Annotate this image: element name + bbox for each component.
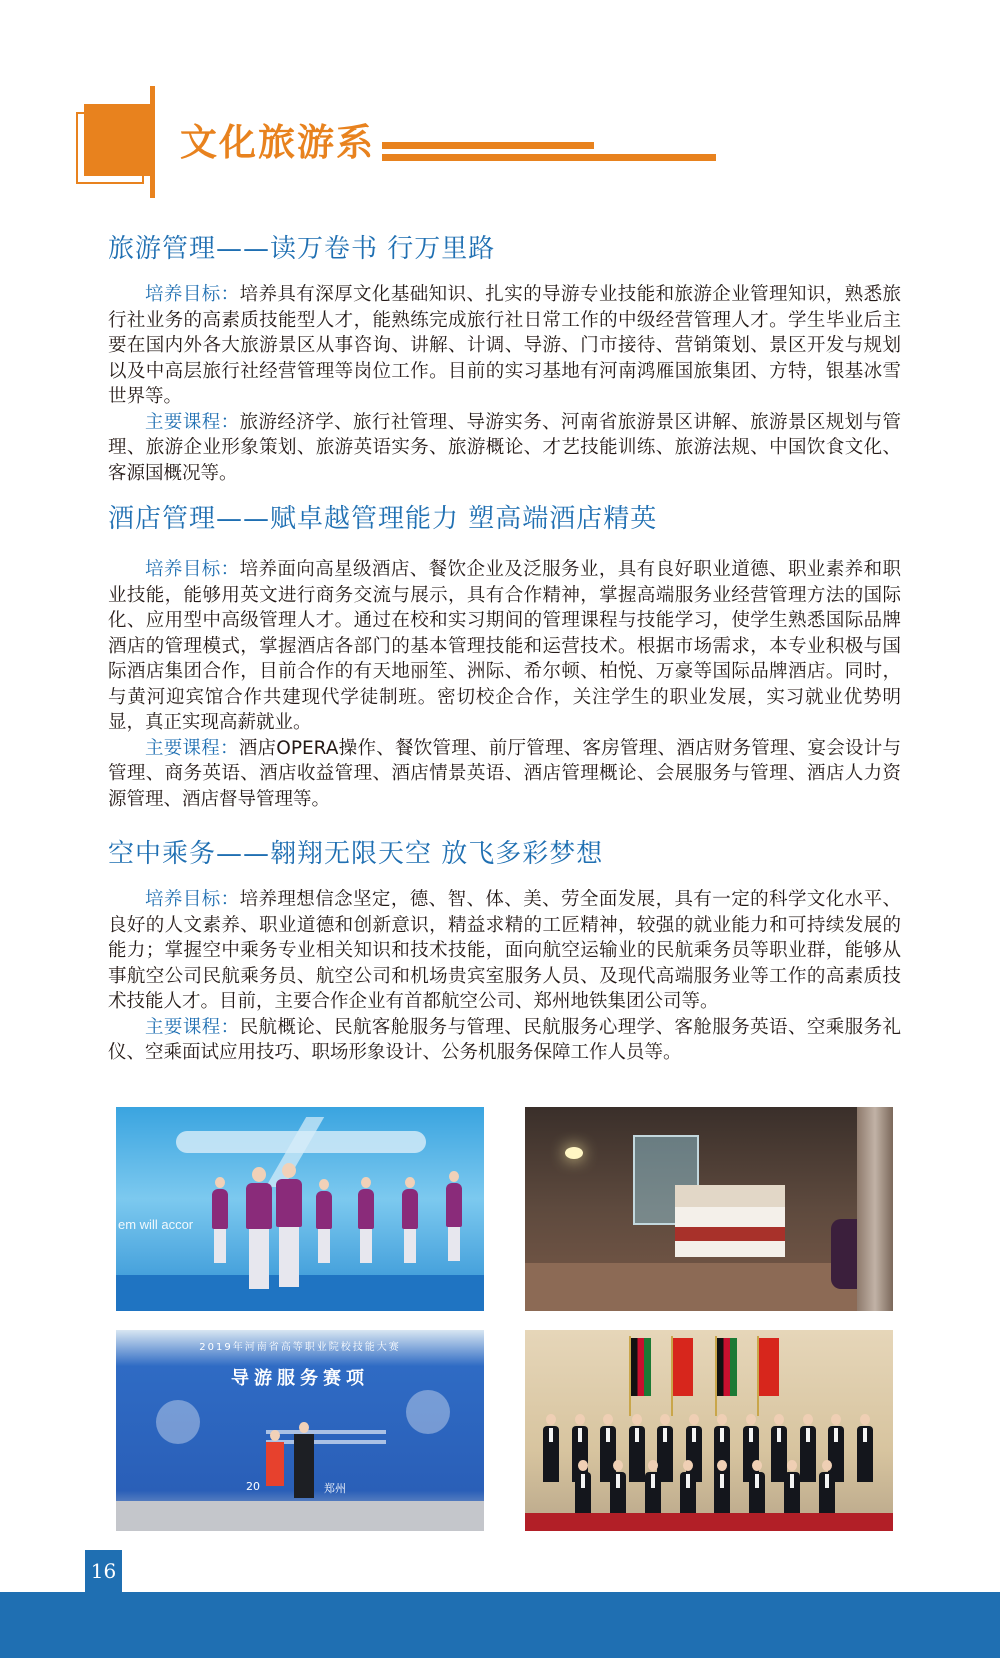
window-curtain [857, 1107, 893, 1311]
goal-label: 培养目标： [145, 889, 240, 910]
courses-label: 主要课程： [145, 737, 239, 759]
goal-paragraph [108, 887, 901, 1015]
section-body-tourism [108, 282, 901, 486]
flight-attendant-stage-photo [116, 1107, 484, 1311]
banner-organizer-line [266, 1440, 386, 1444]
banner-organizer-line [266, 1430, 386, 1434]
courses-paragraph [108, 736, 901, 813]
student-figure [294, 1434, 314, 1498]
section-body-flight [108, 887, 901, 1066]
attendant-figure [276, 1179, 302, 1227]
banner-year: 20 [246, 1480, 260, 1493]
footer-bar [0, 1592, 1000, 1658]
attendant-figure [402, 1189, 418, 1229]
goal-paragraph [108, 282, 901, 410]
attendant-figure [446, 1183, 462, 1227]
courses-text: 酒店OPERA操作、餐饮管理、前厅管理、客房管理、酒店财务管理、宴会设计与管理、商务英语、酒店收益管理、酒店情景英语、酒店管理概论、会展服务与管理、酒店人力资源管理、酒店督导管理等。 [108, 737, 901, 810]
group-photo-with-flags [525, 1330, 893, 1531]
banner-decoration [406, 1390, 450, 1434]
hotel-room-photo [525, 1107, 893, 1311]
goal-text: 培养理想信念坚定，德、智、体、美、劳全面发展，具有一定的科学文化水平、良好的人文素养、职业道德和创新意识，精益求精的工匠精神，较强的就业能力和可持续发展的能力；掌握空中乘务专业相关知识和技术技能，面向航空运输业的民航乘务员等职业群，能够从事航空公司民航乘务员、航空公司和机场贵宾室服务人员、及现代高端服务业等工作的高素质技术技能人才。目前，主要合作企业有首都航空公司、郑州地铁集团公司等。 [108, 889, 901, 1012]
title-underline-long [382, 154, 716, 161]
courses-paragraph [108, 410, 901, 487]
goal-text: 培养具有深厚文化基础知识、扎实的导游专业技能和旅游企业管理知识，熟悉旅行社业务的高素质技能型人才，能熟练完成旅行社日常工作的中级经营管理人才。学生毕业后主要在国内外各大旅游景区从事咨询、讲解、计调、导游、门市接待、营销策划、景区开发与规划以及中高层旅行社经营管理等岗位工作。目前的实习基地有河南鸿雁国旅集团、方特，银基冰雪世界等。 [108, 284, 901, 407]
department-title: 文化旅游系 [180, 120, 375, 164]
flag [759, 1338, 779, 1396]
section-body-hotel [108, 557, 901, 812]
stage-screen-text: em will accor [118, 1217, 194, 1232]
stage-floor [116, 1275, 484, 1311]
goal-label: 培养目标： [145, 559, 240, 580]
banner-title: 导游服务赛项 [231, 1368, 369, 1389]
courses-paragraph [108, 1015, 901, 1066]
student-figure [266, 1442, 284, 1486]
section-heading-tourism: 旅游管理——读万卷书 行万里路 [108, 234, 496, 264]
goal-text: 培养面向高星级酒店、餐饮企业及泛服务业，具有良好职业道德、职业素养和职业技能，能够用英文进行商务交流与展示，具有合作精神，掌握高端服务业经营管理方法的国际化、应用型中高级管理人才。通过在校和实习期间的管理课程与技能学习，使学生熟悉国际品牌酒店的管理模式，掌握酒店各部门的基本管理技能和运营技术。根据市场需求，本专业积极与国际酒店集团合作，目前合作的有天地丽笙、洲际、希尔顿、柏悦、万豪等国际品牌酒店。同时，与黄河迎宾馆合作共建现代学徒制班。密切校企合作，关注学生的职业发展，实习就业优势明显，真正实现高薪就业。 [108, 559, 901, 733]
bed-runner [675, 1227, 785, 1241]
header-deco-line [150, 86, 155, 198]
flag [717, 1338, 737, 1396]
attendant-figure [358, 1189, 374, 1229]
attendant-figure [316, 1191, 332, 1229]
courses-text: 民航概论、民航客舱服务与管理、民航服务心理学、客舱服务英语、空乘服务礼仪、空乘面试应用技巧、职场形象设计、公务机服务保障工作人员等。 [108, 1016, 901, 1063]
courses-label: 主要课程： [145, 1016, 240, 1038]
goal-paragraph [108, 557, 901, 736]
attendant-figure [246, 1183, 272, 1229]
banner-city: 郑州 [324, 1482, 346, 1495]
courses-label: 主要课程： [145, 411, 240, 433]
flag [631, 1338, 651, 1396]
section-heading-flight: 空中乘务——翱翔无限天空 放飞多彩梦想 [108, 839, 604, 869]
ground [116, 1501, 484, 1531]
section-heading-hotel: 酒店管理——赋卓越管理能力 塑高端酒店精英 [108, 504, 658, 534]
group-member [857, 1426, 873, 1482]
red-carpet [525, 1513, 893, 1531]
courses-text: 旅游经济学、旅行社管理、导游实务、河南省旅游景区讲解、旅游景区规划与管理、旅游企业形象策划、旅游英语实务、旅游概论、才艺技能训练、旅游法规、中国饮食文化、客源国概况等。 [108, 411, 901, 484]
ceiling-lamp [565, 1147, 583, 1159]
banner-event-line: 2019年河南省高等职业院校技能大赛 [199, 1342, 401, 1353]
header-deco-square [84, 104, 152, 176]
tour-guide-competition-photo [116, 1330, 484, 1531]
title-underline [382, 142, 594, 149]
flag [673, 1338, 693, 1396]
banner-decoration [156, 1400, 200, 1444]
bed-headboard [675, 1185, 785, 1209]
goal-label: 培养目标： [145, 284, 240, 305]
page-number: 16 [85, 1550, 122, 1592]
group-member [543, 1426, 559, 1482]
attendant-figure [212, 1189, 228, 1229]
